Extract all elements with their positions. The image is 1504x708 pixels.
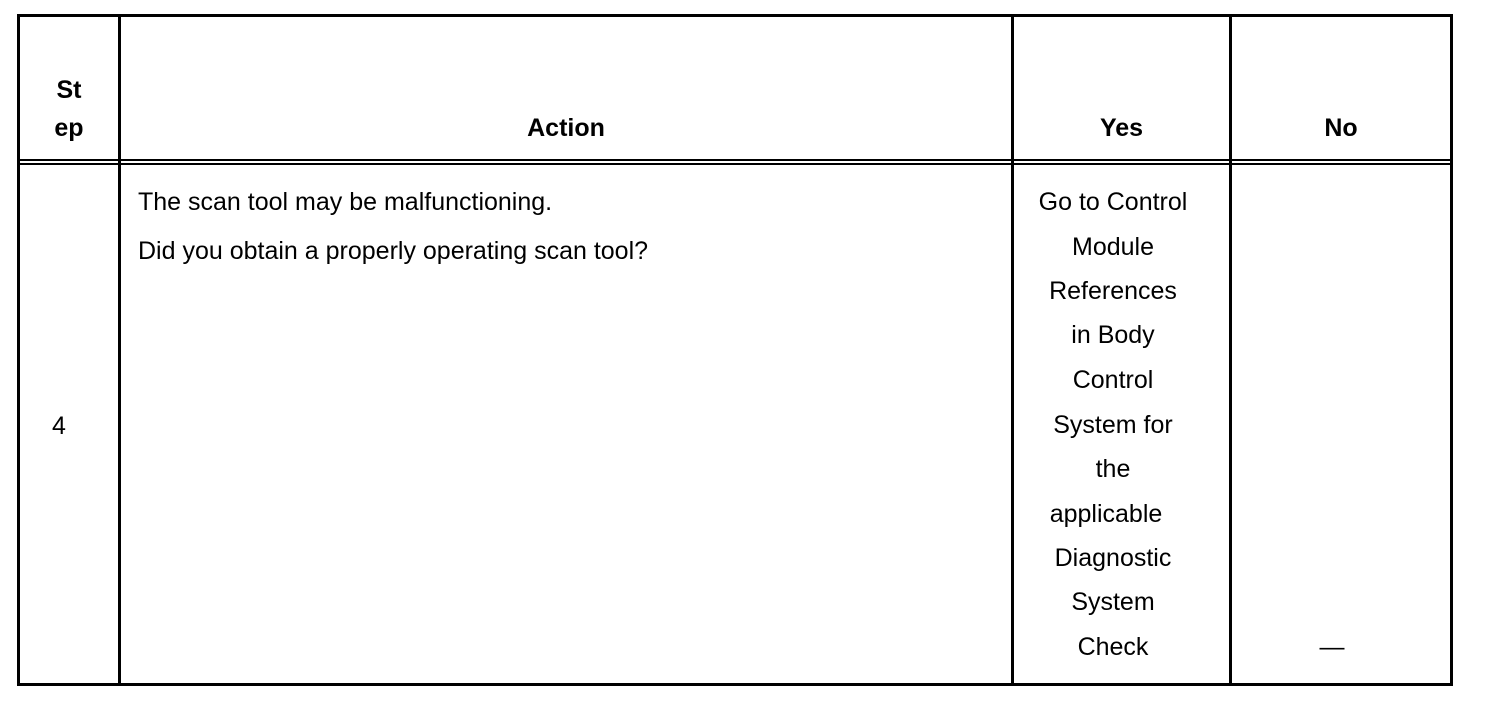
header-action: Action: [527, 114, 605, 142]
yes-text-line-6: System for: [1053, 411, 1173, 439]
no-cell-dash: —: [1319, 633, 1345, 661]
header-no: No: [1324, 114, 1358, 142]
action-text-line-2: Did you obtain a properly operating scan tool?: [138, 237, 649, 265]
yes-text-line-7: the: [1095, 455, 1131, 483]
yes-text-line-2: Module: [1072, 233, 1154, 261]
header-separator-lower: [17, 163, 1453, 165]
yes-text-line-11: Check: [1077, 633, 1149, 661]
table-border-left: [17, 14, 20, 686]
header-yes: Yes: [1099, 114, 1144, 142]
yes-text-line-3: References: [1049, 277, 1177, 305]
yes-text-line-4: in Body: [1071, 321, 1155, 349]
column-divider-action-yes: [1011, 14, 1014, 686]
yes-text-line-5: Control: [1072, 366, 1154, 394]
header-separator-upper: [17, 159, 1453, 161]
yes-text-line-1: Go to Control: [1038, 188, 1188, 216]
header-step-line1: St: [56, 76, 82, 104]
header-step-line2: ep: [54, 114, 84, 142]
table-border-top: [17, 14, 1453, 17]
table-border-bottom: [17, 683, 1453, 686]
action-text-line-1: The scan tool may be malfunctioning.: [138, 188, 553, 216]
yes-text-line-9: Diagnostic: [1054, 544, 1172, 572]
step-number: 4: [52, 412, 66, 440]
column-divider-yes-no: [1229, 14, 1232, 686]
yes-text-line-8: applicable: [1049, 500, 1163, 528]
yes-text-line-10: System: [1071, 588, 1155, 616]
column-divider-step-action: [118, 14, 121, 686]
table-border-right: [1450, 14, 1453, 686]
